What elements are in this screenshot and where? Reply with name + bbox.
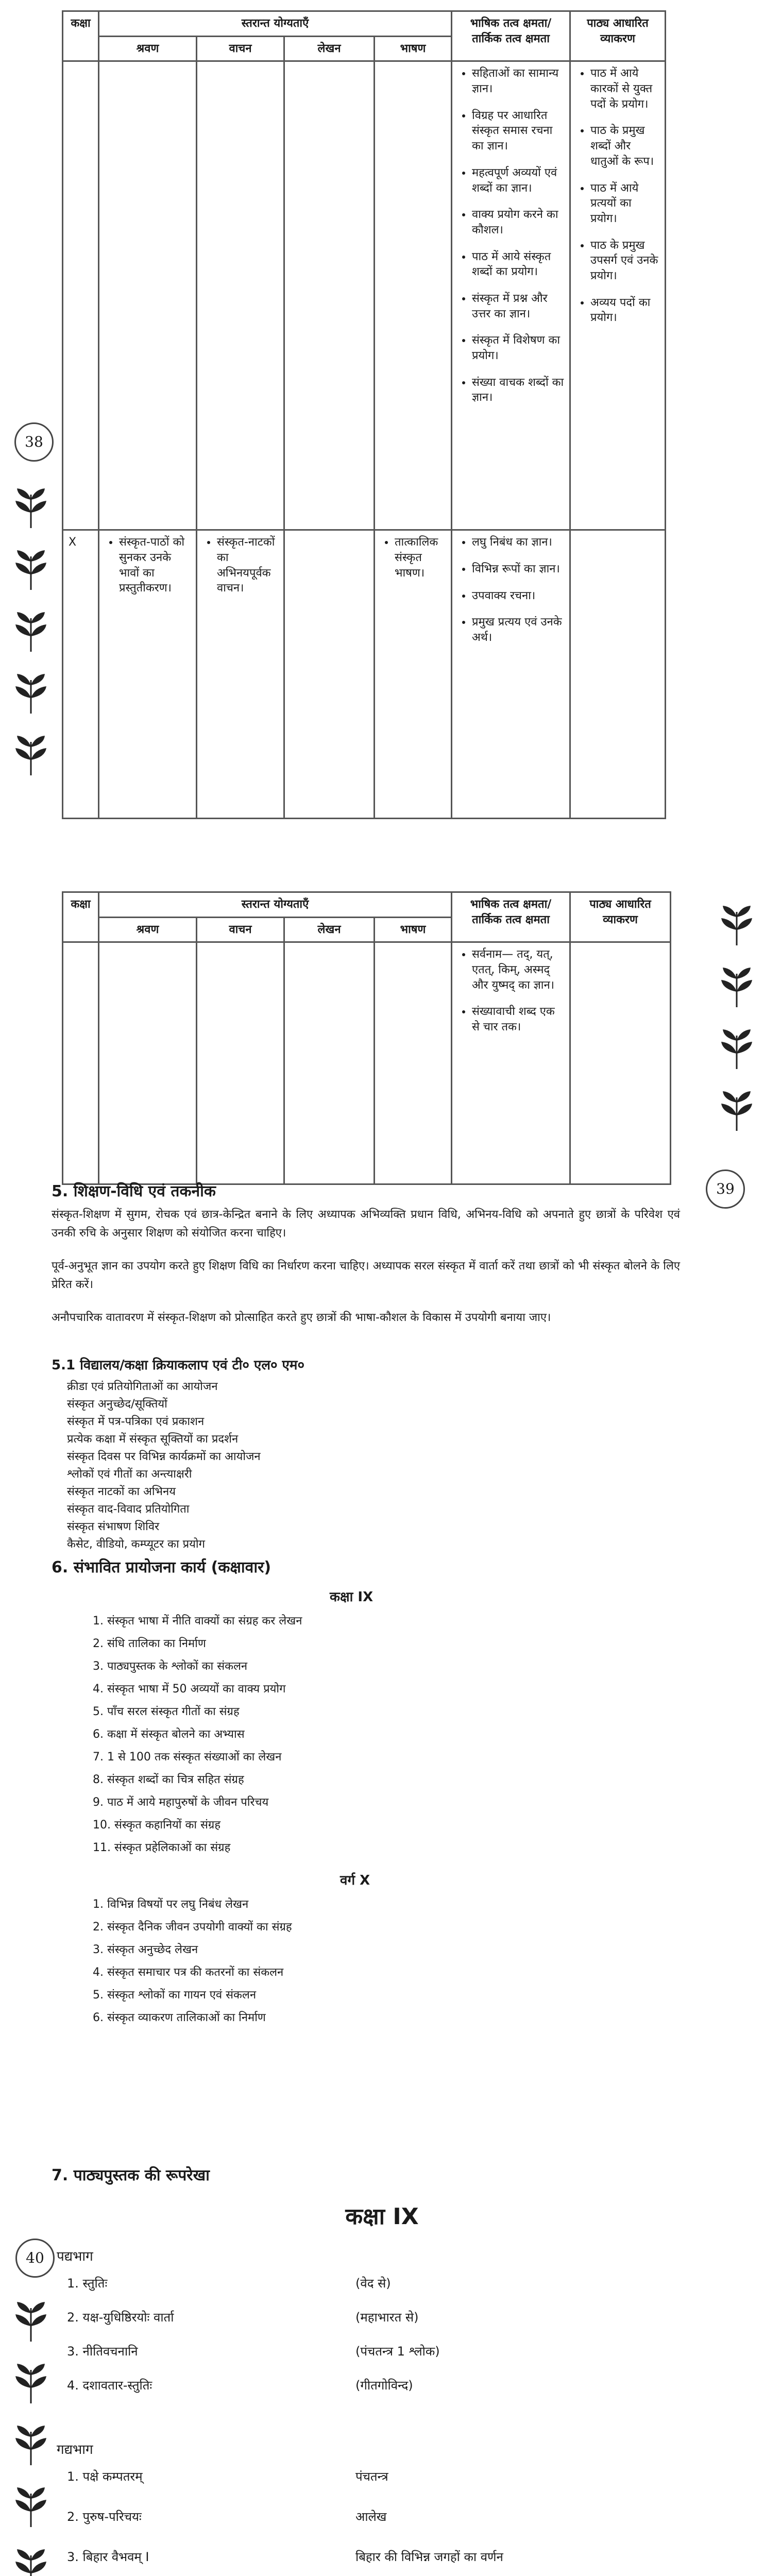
cell-ix-pathya [570,61,666,530]
th-bhashan: भाषण [375,917,452,942]
ix-pad-lesson-source: (महाभारत से) [355,2310,419,2325]
cell-class-ix [63,61,99,530]
th-vachan: वाचन [197,917,284,942]
classx-project-item: 2. संस्कृत दैनिक जीवन उपयोगी वाक्यों का संग्रह [93,1921,292,1934]
x-grammar-item: • प्रमुख प्रत्यय एवं उनके अर्थ। [472,615,564,645]
leaf-ornament-icon [13,2545,49,2576]
ix-pathya-item: • अव्यय पदों का प्रयोग। [590,295,659,326]
classix-project-item: 10. संस्कृत कहानियों का संग्रह [93,1819,221,1832]
sec7-title: 7. पाठ्यपुस्तक की रूपरेखा [52,2166,210,2184]
leaf-ornament-icon [719,902,755,948]
x-bhashan-item: • तात्कालिक संस्कृत भाषण। [395,535,446,581]
classix-project-item: 2. संधि तालिका का निर्माण [93,1637,206,1650]
th-grammar: भाषिक तत्व क्षमता/तार्किक तत्व क्षमता [452,11,570,61]
leaf-ornament-icon [13,2360,49,2406]
th-bhashan: भाषण [375,36,452,61]
ix-pad-lesson-title: 1. स्तुतिः [67,2276,108,2291]
x-vachan-item: • संस्कृत-नाटकों का अभिनयपूर्वक वाचन। [217,535,278,596]
x-grammar-list [457,535,564,645]
ix-gad-lesson-title: 1. पक्षे कम्पतरम् [67,2469,143,2484]
sec5-para2: पूर्व-अनुभूत ज्ञान का उपयोग करते हुए शिक्षण विधि का निर्धारण करना चाहिए। अध्यापक सरल संस्कृत में वार्ता करें तथा छात्रों को भी संस्कृत बोलने के लिए प्रेरित करें। [52,1260,680,1292]
sec51-item: क्रीडा एवं प्रतियोगिताओं का आयोजन [67,1380,218,1393]
leaf-ornament-icon [719,963,755,1010]
classix-project-item: 9. पाठ में आये महापुरुषों के जीवन परिचय [93,1796,269,1809]
sec51-item: संस्कृत संभाषण शिविर [67,1520,160,1533]
ix-pad-lesson-source: (गीतगोविन्द) [355,2378,413,2393]
t2-grammar-item: • संख्यावाची शब्द एक से चार तक। [472,1004,564,1035]
leaf-ornament-icon [13,484,49,531]
t2-cell-class [63,942,99,1184]
cell-ix-lekhan [284,61,375,530]
classx-project-item: 3. संस्कृत अनुच्छेद लेखन [93,1943,198,1956]
t2-cell-pathya [570,942,671,1184]
th-lekhan: लेखन [284,36,375,61]
classix-project-item: 1. संस्कृत भाषा में नीति वाक्यों का संग्रह कर लेखन [93,1615,302,1628]
sec5-para1: संस्कृत-शिक्षण में सुगम, रोचक एवं छात्र-केन्द्रित बनाने के लिए अध्यापक अभिव्यक्ति प्रधान विधि, अभिनय-विधि को अपनाते हुए छात्रों के परिवेश एवं उनकी रुचि के अनुसार शिक्षण को संयोजित करना चाहिए। [52,1208,680,1240]
classx-heading: वर्ग X [340,1873,370,1888]
th-shravan: श्रवण [99,36,197,61]
cell-x-lekhan [284,530,375,819]
leaf-ornament-icon [13,608,49,654]
cell-ix-vachan [197,61,284,530]
classx-project-item: 1. विभिन्न विषयों पर लघु निबंध लेखन [93,1898,249,1911]
th-shravan: श्रवण [99,917,197,942]
sec51-item: संस्कृत नाटकों का अभिनय [67,1485,176,1498]
th-pathya: पाठ्य आधारित व्याकरण [570,892,671,942]
classx-project-item: 4. संस्कृत समाचार पत्र की कतरनों का संकलन [93,1966,284,1979]
th-class: कक्षा [63,892,99,942]
sec6-title: 6. संभावित प्रायोजना कार्य (कक्षावार) [52,1558,271,1577]
classix-project-item: 7. 1 से 100 तक संस्कृत संख्याओं का लेखन [93,1751,282,1764]
ix-grammar-item: • वाक्य प्रयोग करने का कौशल। [472,207,564,238]
sec51-item: संस्कृत में पत्र-पत्रिका एवं प्रकाशन [67,1415,205,1428]
ix-grammar-item: • महत्वपूर्ण अव्ययों एवं शब्दों का ज्ञान। [472,165,564,196]
ix-gad-lesson-source: बिहार की विभिन्न जगहों का वर्णन [355,2550,503,2564]
ix-pad-lesson-title: 3. नीतिवचनानि [67,2344,138,2359]
leaf-ornament-icon [719,1087,755,1133]
ix-gad-label: गद्यभाग [57,2442,93,2458]
th-lekhan: लेखन [284,917,375,942]
x-grammar-item: • उपवाक्य रचना। [472,588,564,604]
page-number-40: 40 [15,2239,55,2278]
leaf-ornament-icon [13,2483,49,2530]
classix-project-item: 3. पाठ्यपुस्तक के श्लोकों का संकलन [93,1660,248,1673]
cell-class-x [63,530,99,819]
sec5-para3: अनौपचारिक वातावरण में संस्कृत-शिक्षण को प्रोत्साहित करते हुए छात्रों की भाषा-कौशल के विकास में उपयोगी बनाया जाए। [52,1311,551,1324]
ix-pad-lesson-source: (वेद से) [355,2276,391,2291]
x-shravan-item: • संस्कृत-पाठों को सुनकर उनके भावों का प्रस्तुतीकरण। [119,535,191,596]
th-competencies: स्तरान्त योग्यताएँ [99,892,452,918]
cell-ix-shravan [99,61,197,530]
cell-x-bhashan [375,530,452,819]
ix-gad-lesson-title: 3. बिहार वैभवम् I [67,2550,149,2564]
ix-grammar-item: • संस्कृत में प्रश्न और उत्तर का ज्ञान। [472,291,564,321]
ix-grammar-item: • पाठ में आये संस्कृत शब्दों का प्रयोग। [472,249,564,280]
page-number-38: 38 [14,422,54,462]
classx-project-item: 5. संस्कृत श्लोकों का गायन एवं संकलन [93,1989,257,2002]
class-x-label: X [69,536,77,549]
ix-pad-label: पद्यभाग [57,2249,93,2264]
classix-project-item: 8. संस्कृत शब्दों का चित्र सहित संग्रह [93,1773,244,1786]
th-grammar: भाषिक तत्व क्षमता/तार्किक तत्व क्षमता [452,892,570,942]
t2-cell-grammar [452,942,570,1184]
sec51-item: श्लोकों एवं गीतों का अन्त्याक्षरी [67,1468,192,1481]
leaf-ornament-icon [13,546,49,592]
cell-x-shravan [99,530,197,819]
ix-pathya-item: • पाठ में आये प्रत्ययों का प्रयोग। [590,181,659,227]
sec5-title: 5. शिक्षण-विधि एवं तकनीक [52,1182,216,1200]
ix-heading: कक्षा IX [345,2204,419,2230]
leaf-ornament-icon [13,732,49,778]
ix-grammar-item: • संख्या वाचक शब्दों का ज्ञान। [472,375,564,405]
classix-project-item: 4. संस्कृत भाषा में 50 अव्ययों का वाक्य प्रयोग [93,1683,286,1696]
leaf-ornament-icon [13,670,49,716]
classix-project-item: 5. पाँच सरल संस्कृत गीतों का संग्रह [93,1705,240,1718]
ix-pathya-list [576,66,659,326]
ix-gad-lesson-source: पंचतन्त्र [355,2469,388,2484]
t2-grammar-item: • सर्वनाम— तद्, यत्, एतत्, किम्, अस्मद् और युष्मद् का ज्ञान। [472,947,564,993]
sec51-item: संस्कृत अनुच्छेद/सूक्तियों [67,1398,167,1411]
th-pathya: पाठ्य आधारित व्याकरण [570,11,666,61]
th-class: कक्षा [63,11,99,61]
leaf-ornament-icon [13,2421,49,2468]
t2-cell-shravan [99,942,197,1184]
leaf-ornament-icon [13,2298,49,2344]
classix-project-item: 6. कक्षा में संस्कृत बोलने का अभ्यास [93,1728,245,1741]
ix-grammar-item: • संस्कृत में विशेषण का प्रयोग। [472,333,564,363]
leaf-ornament-icon [719,1025,755,1072]
t2-cell-bhashan [375,942,452,1184]
sec51-item: संस्कृत दिवस पर विभिन्न कार्यक्रमों का आयोजन [67,1450,261,1463]
t2-cell-vachan [197,942,284,1184]
cell-ix-grammar [452,61,570,530]
sec51-item: संस्कृत वाद-विवाद प्रतियोगिता [67,1503,190,1516]
t2-grammar-list [457,947,564,1035]
th-competencies: स्तरान्त योग्यताएँ [99,11,452,37]
ix-pad-lesson-source: (पंचतन्त्र 1 श्लोक) [355,2344,440,2359]
classx-project-item: 6. संस्कृत व्याकरण तालिकाओं का निर्माण [93,2011,266,2024]
cell-x-grammar [452,530,570,819]
classix-project-item: 11. संस्कृत प्रहेलिकाओं का संग्रह [93,1841,231,1854]
x-grammar-item: • लघु निबंध का ज्ञान। [472,535,564,550]
cell-x-vachan [197,530,284,819]
competency-table-2 [62,891,671,1185]
sec51-item: प्रत्येक कक्षा में संस्कृत सूक्तियों का प्रदर्शन [67,1433,239,1446]
competency-table-1 [62,10,666,819]
page-number-39: 39 [706,1170,745,1209]
ix-pathya-item: • पाठ में आये कारकों से युक्त पदों के प्रयोग। [590,66,659,112]
ix-gad-lesson-source: आलेख [355,2510,387,2524]
ix-pad-lesson-title: 2. यक्ष-युधिष्ठिरयोः वार्ता [67,2310,174,2325]
classix-heading: कक्षा IX [330,1589,373,1605]
cell-ix-bhashan [375,61,452,530]
th-vachan: वाचन [197,36,284,61]
x-grammar-item: • विभिन्न रूपों का ज्ञान। [472,562,564,577]
sec51-title: 5.1 विद्यालय/कक्षा क्रियाकलाप एवं टी० एल० एम० [52,1358,304,1373]
cell-x-pathya [570,530,666,819]
sec51-item: कैसेट, वीडियो, कम्प्यूटर का प्रयोग [67,1538,206,1551]
ix-pad-lesson-title: 4. दशावतार-स्तुतिः [67,2378,152,2393]
ix-grammar-item: • सहिताओं का सामान्य ज्ञान। [472,66,564,96]
ix-grammar-item: • विग्रह पर आधारित संस्कृत समास रचना का ज्ञान। [472,108,564,154]
t2-cell-lekhan [284,942,375,1184]
ix-pathya-item: • पाठ के प्रमुख शब्दों और धातुओं के रूप। [590,123,659,169]
ix-grammar-list [457,66,564,405]
ix-pathya-item: • पाठ के प्रमुख उपसर्ग एवं उनके प्रयोग। [590,238,659,284]
ix-gad-lesson-title: 2. पुरुष-परिचयः [67,2510,142,2524]
